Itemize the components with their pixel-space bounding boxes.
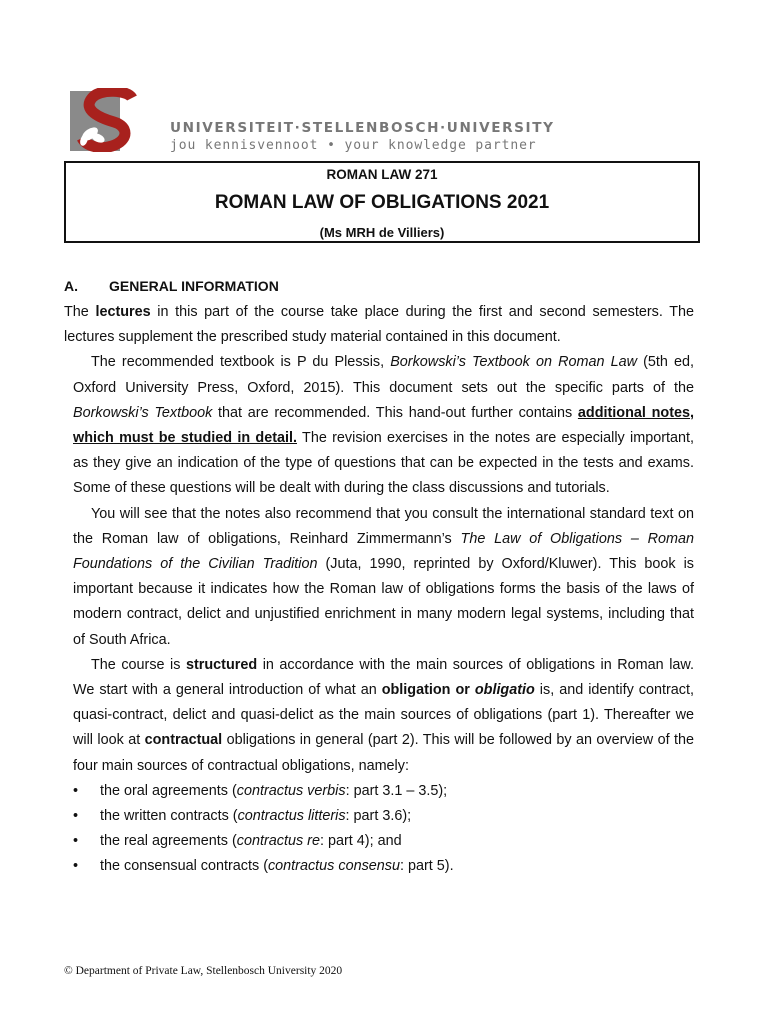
list-item: • the real agreements (contractus re: part 4); and [73,833,402,850]
stellenbosch-crest-icon [70,88,146,152]
section-title: GENERAL INFORMATION [109,278,279,294]
list-item: • the oral agreements (contractus verbis: part 3.1 – 3.5); [73,782,448,799]
university-name: UNIVERSITEIT·STELLENBOSCH·UNIVERSITY [170,120,555,136]
paragraph-textbook: The recommended textbook is P du Plessis, Borkowski’s Textbook on Roman Law (5th ed, Oxford University Press, Oxford, 2015). This document sets out the specific parts of the Borkowski’s Textbook that are recommended. This hand-out further contains additional notes, which must be studied in detail. The revision exercises in the notes are especially important, as they give an indication of the type of questions that can be expected in the tests and exams. Some of these questions will be dealt with during the class discussions and tutorials. [73,354,694,497]
list-item: • the consensual contracts (contractus consensu: part 5). [73,858,454,875]
contract-sources-list [64,779,694,880]
page-footer: © Department of Private Law, Stellenbosch University 2020 [64,965,343,977]
lecturer-name: (Ms MRH de Villiers) [319,225,445,240]
list-item: • the written contracts (contractus litteris: part 3.6); [73,808,412,825]
university-logo [70,88,640,158]
university-tagline: jou kennisvennoot • your knowledge partner [170,138,537,153]
section-heading [64,278,279,294]
paragraph-zimmermann: You will see that the notes also recommend that you consult the international standard text on the Roman law of obligations, Reinhard Zimmermann’s The Law of Obligations – Roman Foundations of the Civilian Tradition (Juta, 1990, reprinted by Oxford/Kluwer). This book is important because it indicates how the Roman law of obligations forms the basis of the laws of modern contract, delict and unjustified enrichment in many modern legal systems, including that of South Africa. [73,505,695,648]
title-box [64,161,700,243]
page-title: ROMAN LAW OF OBLIGATIONS 2021 [214,192,550,213]
paragraph-lectures: The lectures in this part of the course take place during the first and second semesters. The lectures supplement the prescribed study material contained in this document. [64,304,695,346]
course-code: ROMAN LAW 271 [326,167,438,182]
document-body [64,300,694,880]
section-number: A. [64,278,78,294]
paragraph-structure: The course is structured in accordance with the main sources of obligations in Roman law. We start with a general introduction of what an obligation or obligatio is, and identify contract, quasi-contract, delict and quasi-delict as the main sources of obligations (part 1). Thereafter we will look at contractual obligations in general (part 2). This will be followed by an overview of the four main sources of contractual obligations, namely: [73,656,694,774]
